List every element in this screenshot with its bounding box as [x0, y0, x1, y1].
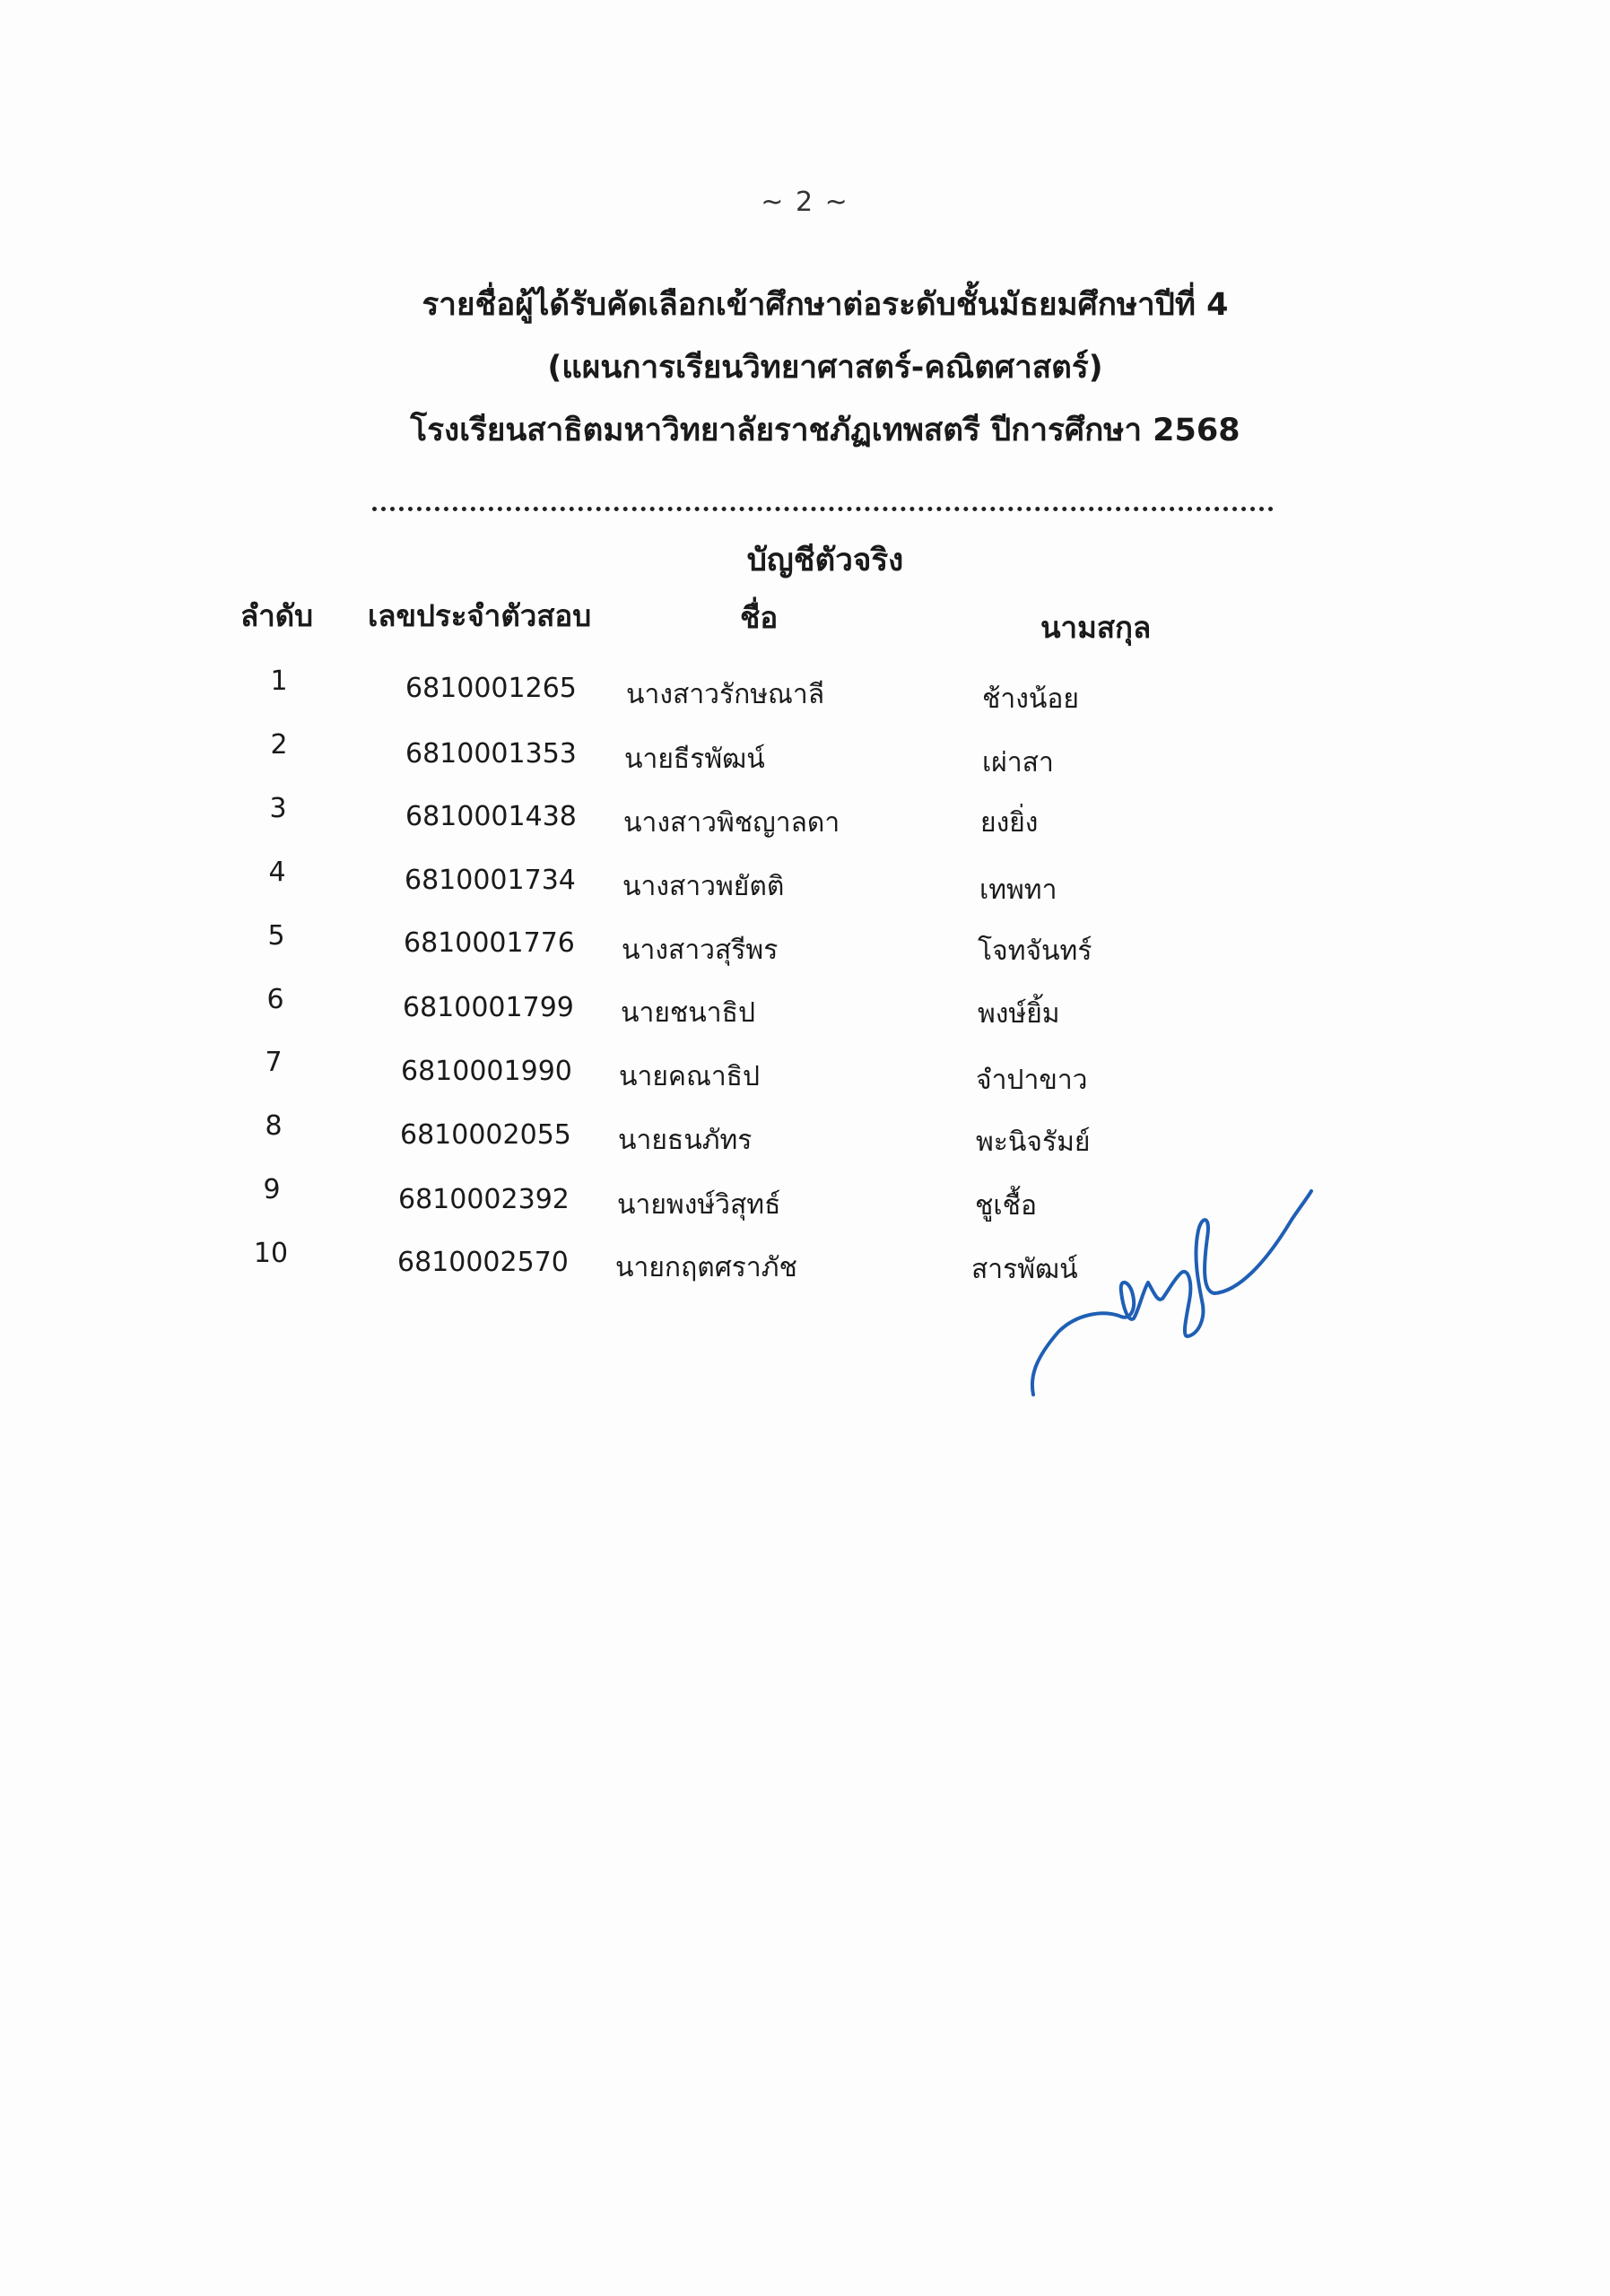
column-header-exam-id: เลขประจำตัวสอบ — [368, 598, 592, 633]
cell-exam-id: 6810002392 — [398, 1184, 570, 1215]
cell-first-name: นายกฤตศราภัช — [615, 1252, 797, 1283]
cell-exam-id: 6810002055 — [400, 1119, 571, 1151]
cell-exam-id: 6810001438 — [405, 801, 577, 832]
cell-last-name: พงษ์ยิ้ม — [978, 998, 1060, 1030]
column-header-order: ลำดับ — [240, 598, 314, 633]
document-title — [0, 274, 1610, 462]
cell-first-name: นางสาวสุรีพร — [622, 935, 779, 966]
page-number: ~ 2 ~ — [761, 187, 849, 218]
cell-last-name: โจทจันทร์ — [978, 935, 1092, 967]
title-line-2: (แผนการเรียนวิทยาศาสตร์-คณิตศาสตร์) — [547, 350, 1103, 386]
table-row — [0, 1238, 1610, 1300]
column-header-last-name: นามสกุล — [1040, 610, 1152, 645]
cell-first-name: นายชนาธิป — [621, 997, 755, 1029]
cell-order: 8 — [265, 1110, 283, 1142]
table-row — [0, 665, 1610, 728]
table-row — [0, 793, 1610, 856]
column-header-first-name: ชื่อ — [740, 600, 779, 635]
cell-last-name: จำปาขาว — [976, 1065, 1088, 1096]
title-line-3: โรงเรียนสาธิตมหาวิทยาลัยราชภัฏเทพสตรี ปีการศึกษา 2568 — [410, 413, 1240, 448]
cell-first-name: นายคณาธิป — [619, 1061, 761, 1092]
cell-exam-id: 6810001353 — [405, 738, 577, 770]
cell-order: 7 — [265, 1047, 283, 1078]
table-row — [0, 857, 1610, 919]
cell-last-name: ยงยิ่ง — [980, 807, 1039, 839]
cell-last-name: สารพัฒน์ — [971, 1254, 1078, 1285]
table-row — [0, 984, 1610, 1047]
cell-exam-id: 6810001776 — [404, 927, 575, 959]
cell-exam-id: 6810001990 — [401, 1056, 572, 1087]
cell-first-name: นายธนภัทร — [618, 1125, 753, 1156]
cell-first-name: นายพงษ์วิสุทธ์ — [617, 1189, 781, 1221]
cell-exam-id: 6810001799 — [403, 992, 574, 1023]
title-line-1: รายชื่อผู้ได้รับคัดเลือกเข้าศึกษาต่อระดับชั้นมัธยมศึกษาปีที่ 4 — [422, 287, 1229, 323]
cell-first-name: นางสาวรักษณาลี — [626, 679, 825, 710]
cell-order: 10 — [253, 1238, 289, 1269]
cell-order: 6 — [266, 984, 284, 1015]
list-heading: บัญชีตัวจริง — [746, 543, 904, 578]
cell-exam-id: 6810002570 — [397, 1247, 569, 1278]
table-row — [0, 1047, 1610, 1109]
cell-first-name: นางสาวพิชญาลดา — [623, 807, 840, 839]
cell-first-name: นางสาวพยัตติ — [622, 871, 785, 902]
table-row — [0, 1110, 1610, 1173]
cell-last-name: เผ่าสา — [982, 747, 1054, 778]
cell-last-name: เทพทา — [979, 874, 1057, 906]
cell-order: 9 — [263, 1174, 281, 1205]
cell-order: 1 — [270, 665, 288, 697]
signature — [1023, 1166, 1318, 1408]
cell-last-name: ช้างน้อย — [982, 683, 1079, 715]
cell-order: 4 — [268, 857, 286, 888]
cell-exam-id: 6810001265 — [405, 673, 577, 704]
dotted-divider — [372, 507, 1274, 511]
cell-last-name: ชูเชื้อ — [975, 1190, 1037, 1222]
table-row — [0, 1174, 1610, 1237]
table-row — [0, 729, 1610, 792]
table-row — [0, 920, 1610, 983]
cell-first-name: นายธีรพัฒน์ — [624, 744, 765, 775]
cell-order: 2 — [270, 729, 288, 761]
cell-order: 5 — [267, 920, 285, 952]
cell-exam-id: 6810001734 — [405, 865, 576, 896]
cell-last-name: พะนิจรัมย์ — [976, 1126, 1091, 1158]
cell-order: 3 — [269, 793, 287, 824]
